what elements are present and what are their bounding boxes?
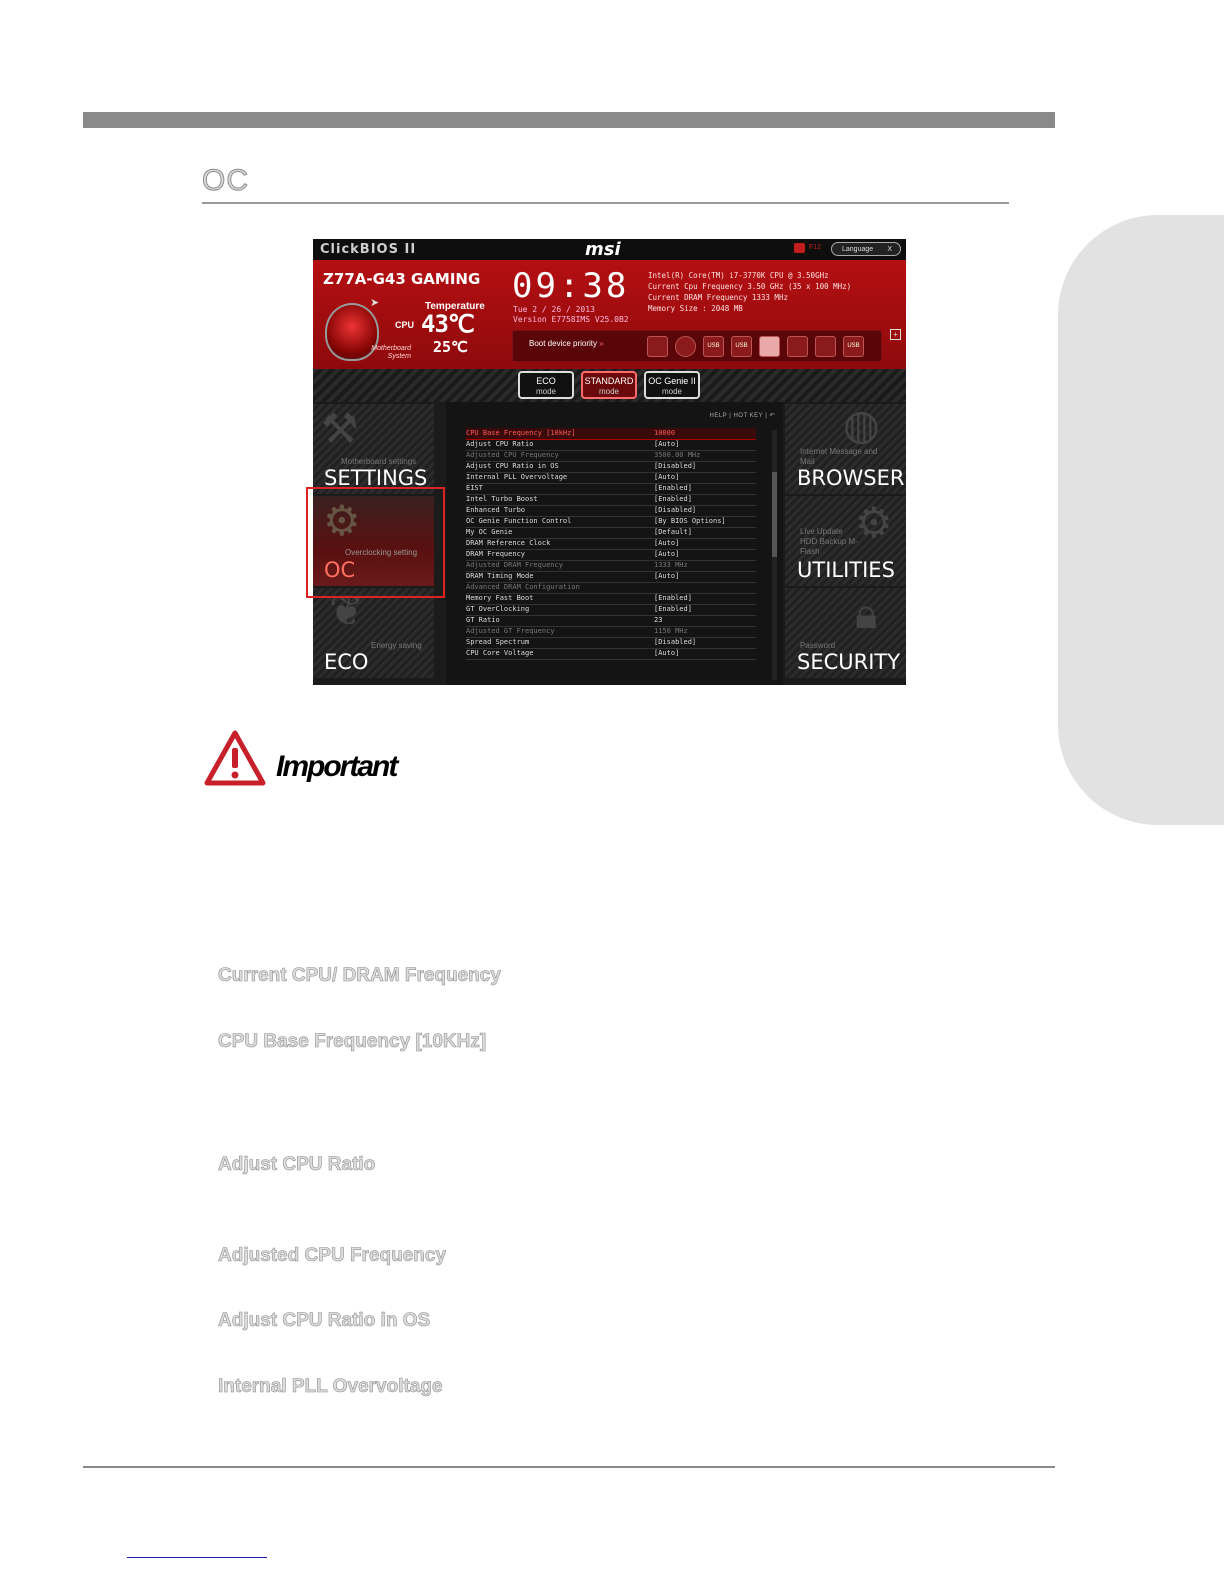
bios-brand: ClickBIOS II bbox=[320, 242, 417, 257]
usb-card-boot-icon[interactable] bbox=[759, 336, 780, 357]
gear-icon: ⚙ bbox=[855, 499, 893, 546]
title-rule bbox=[202, 202, 1009, 204]
mode-name: OC Genie II bbox=[648, 376, 696, 386]
eco-mode-button[interactable] bbox=[518, 371, 574, 399]
setting-label: My OC Genie bbox=[466, 528, 513, 536]
important-heading: Important bbox=[276, 750, 397, 783]
usb-boot-icon[interactable]: USB bbox=[703, 336, 724, 357]
setting-value: [Disabled] bbox=[654, 506, 697, 514]
optical-boot-icon[interactable] bbox=[675, 336, 696, 357]
browser-tile[interactable] bbox=[785, 404, 906, 494]
board-model: Z77A-G43 GAMING bbox=[323, 270, 481, 288]
setting-label: Advanced DRAM Configuration bbox=[466, 583, 580, 591]
item-adjust-cpu-ratio: Adjust CPU Ratio bbox=[218, 1154, 376, 1175]
memory-size-line: Memory Size : 2048 MB bbox=[648, 304, 743, 313]
cpu-model-line: Intel(R) Core(TM) i7-3770K CPU @ 3.50GHz bbox=[648, 271, 829, 280]
header-bar bbox=[83, 112, 1055, 128]
settings-sub: Motherboard settings bbox=[341, 457, 417, 466]
mode-sub: mode bbox=[598, 387, 619, 396]
security-tile[interactable] bbox=[785, 588, 906, 678]
setting-label: GT OverClocking bbox=[466, 605, 530, 613]
setting-value: [Disabled] bbox=[654, 462, 697, 470]
mode-sub: mode bbox=[661, 387, 682, 396]
cpu-info bbox=[648, 270, 851, 314]
clock: 09:38 bbox=[512, 266, 630, 306]
date: Tue 2 / 26 / 2013 bbox=[513, 305, 595, 314]
mode-name: STANDARD bbox=[584, 376, 634, 386]
mode-name: ECO bbox=[536, 376, 556, 386]
usb-hdd-boot-icon[interactable] bbox=[815, 336, 836, 357]
expand-icon[interactable]: + bbox=[890, 329, 901, 340]
scrollbar[interactable] bbox=[772, 430, 777, 680]
utilities-tile[interactable] bbox=[785, 496, 906, 586]
language-button[interactable] bbox=[831, 242, 901, 256]
setting-label: Adjusted CPU Frequency bbox=[466, 451, 559, 459]
cpu-frequency-line: Current Cpu Frequency 3.50 GHz (35 x 100 MHz) bbox=[648, 282, 852, 291]
bios-header bbox=[313, 239, 906, 260]
boot-device-label: Boot device priority » bbox=[529, 339, 604, 348]
security-name: SECURITY bbox=[797, 650, 901, 674]
bios-version: Version E7758IMS V25.0B2 bbox=[513, 315, 629, 324]
f12-label: F12 bbox=[809, 244, 822, 251]
oc-genie-mode-button[interactable] bbox=[644, 371, 700, 399]
globe-icon: ◍ bbox=[843, 404, 880, 448]
usb-cd-boot-icon[interactable]: USB bbox=[731, 336, 752, 357]
setting-value: [Enabled] bbox=[654, 484, 692, 492]
setting-label: Adjusted GT Frequency bbox=[466, 627, 555, 635]
setting-label: Internal PLL Overvoltage bbox=[466, 473, 568, 481]
item-adjusted-cpu-frequency: Adjusted CPU Frequency bbox=[218, 1245, 447, 1266]
setting-label: EIST bbox=[466, 484, 483, 492]
close-icon[interactable]: X bbox=[887, 246, 892, 253]
scroll-thumb[interactable] bbox=[772, 472, 777, 557]
section-title: OC bbox=[202, 164, 249, 197]
settings-tile[interactable] bbox=[313, 404, 434, 494]
mouse-cursor-icon: ➤ bbox=[370, 297, 380, 309]
item-current-cpu-dram-frequency: Current CPU/ DRAM Frequency bbox=[218, 965, 501, 986]
footer-link-underline bbox=[127, 1557, 267, 1558]
temperature-label: Temperature bbox=[425, 301, 485, 312]
cpu-temperature: 43℃ bbox=[421, 310, 474, 338]
tools-icon: ⚒ bbox=[321, 405, 359, 452]
setting-value: [By BIOS Options] bbox=[654, 517, 726, 525]
oc-sub: Overclocking setting bbox=[345, 548, 418, 557]
browser-name: BROWSER bbox=[797, 466, 905, 490]
setting-label: GT Ratio bbox=[466, 616, 500, 624]
eco-name: ECO bbox=[324, 650, 369, 674]
setting-label: Memory Fast Boot bbox=[466, 594, 534, 602]
system-temperature: 25℃ bbox=[433, 338, 468, 356]
item-cpu-base-frequency: CPU Base Frequency [10KHz] bbox=[218, 1031, 487, 1052]
standard-mode-button[interactable] bbox=[581, 371, 637, 399]
item-internal-pll-overvoltage: Internal PLL Overvoltage bbox=[218, 1376, 443, 1397]
setting-label: DRAM Timing Mode bbox=[466, 572, 534, 580]
leaf-icon: ❦ bbox=[329, 588, 365, 634]
security-sub: Password bbox=[800, 641, 836, 650]
setting-value: [Auto] bbox=[654, 550, 680, 558]
eco-sub: Energy saving bbox=[371, 641, 422, 650]
warning-icon bbox=[203, 729, 267, 787]
screenshot-icon[interactable] bbox=[794, 243, 805, 253]
setting-value: [Auto] bbox=[654, 572, 680, 580]
setting-label: CPU Core Voltage bbox=[466, 649, 534, 657]
bios-status-area bbox=[313, 260, 906, 369]
side-tab bbox=[1058, 215, 1224, 825]
language-label: Language bbox=[842, 246, 874, 253]
setting-value: 10000 bbox=[654, 429, 676, 437]
item-adjust-cpu-ratio-in-os: Adjust CPU Ratio in OS bbox=[218, 1310, 431, 1331]
setting-value: [Enabled] bbox=[654, 495, 692, 503]
help-hotkey-bar[interactable]: HELP | HOT KEY | ↶ bbox=[709, 413, 775, 419]
setting-label: Adjust CPU Ratio bbox=[466, 440, 534, 448]
eco-tile[interactable] bbox=[313, 588, 434, 678]
setting-label: OC Genie Function Control bbox=[466, 517, 572, 525]
setting-label: CPU Base Frequency [10kHz] bbox=[466, 429, 576, 437]
oc-icon: ⚙ bbox=[323, 497, 361, 544]
msi-logo: msi bbox=[585, 239, 621, 260]
oc-highlight-box bbox=[306, 487, 445, 598]
mode-strip bbox=[313, 369, 906, 402]
browser-sub: Internet Message and Mail bbox=[800, 447, 878, 466]
setting-label: Adjusted DRAM Frequency bbox=[466, 561, 563, 569]
setting-value: [Default] bbox=[654, 528, 692, 536]
setting-label: DRAM Reference Clock bbox=[466, 539, 551, 547]
footer-rule bbox=[83, 1466, 1055, 1468]
setting-value: 3500.00 MHz bbox=[654, 451, 701, 459]
setting-value: [Auto] bbox=[654, 440, 680, 448]
oc-settings-panel bbox=[446, 402, 783, 685]
setting-row[interactable] bbox=[466, 648, 756, 660]
setting-value: [Disabled] bbox=[654, 638, 697, 646]
bios-screenshot bbox=[313, 239, 906, 685]
setting-value: [Auto] bbox=[654, 539, 680, 547]
lock-icon: 🔒︎ bbox=[855, 590, 878, 637]
network-boot-icon[interactable] bbox=[787, 336, 808, 357]
setting-label: Intel Turbo Boost bbox=[466, 495, 538, 503]
utilities-sub: Live Update HDD Backup M-Flash bbox=[800, 527, 858, 556]
setting-value: [Enabled] bbox=[654, 605, 692, 613]
setting-value: 1333 MHz bbox=[654, 561, 688, 569]
setting-value: [Auto] bbox=[654, 649, 680, 657]
setting-value: 1150 MHz bbox=[654, 627, 688, 635]
setting-label: Enhanced Turbo bbox=[466, 506, 526, 514]
boot-device-priority-bar[interactable] bbox=[512, 330, 882, 362]
usb-floppy-boot-icon[interactable]: USB bbox=[843, 336, 864, 357]
setting-value: [Auto] bbox=[654, 473, 680, 481]
setting-label: Spread Spectrum bbox=[466, 638, 530, 646]
setting-value: [Enabled] bbox=[654, 594, 692, 602]
cpu-temp-label: CPU bbox=[395, 320, 415, 330]
oc-name: OC bbox=[324, 558, 356, 582]
hdd-boot-icon[interactable] bbox=[647, 336, 668, 357]
setting-label: DRAM Frequency bbox=[466, 550, 526, 558]
setting-label: Adjust CPU Ratio in OS bbox=[466, 462, 559, 470]
date-version bbox=[513, 305, 629, 325]
motherboard-system-label: Motherboard System bbox=[371, 345, 411, 360]
utilities-name: UTILITIES bbox=[797, 558, 895, 582]
mode-sub: mode bbox=[535, 387, 556, 396]
dram-frequency-line: Current DRAM Frequency 1333 MHz bbox=[648, 293, 788, 302]
setting-value: 23 bbox=[654, 616, 663, 624]
settings-name: SETTINGS bbox=[324, 466, 428, 490]
